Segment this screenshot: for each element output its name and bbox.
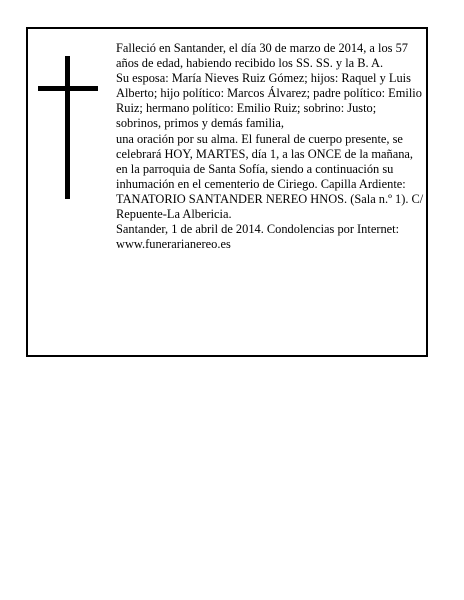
family-list: Su esposa: María Nieves Ruiz Gómez; hijos: Raquel y Luis Alberto; hijo político: Marcos Álvarez; padre político: Emilio Ruiz; hermano político: Emilio Ruiz; sobrino: Justo; sobrinos, primos y demás familia, (116, 71, 422, 131)
cross-horizontal-bar (38, 86, 98, 91)
funeral-details: una oración por su alma. El funeral de cuerpo presente, se celebrará HOY, MARTES, día 1, a las ONCE de la mañana, en la parroquia de Santa Sofía, siendo a continuación su inhumación en el cementerio de Ciriego. Capilla Ardiente: TANATORIO SANTANDER NEREO HNOS. (Sala n.º 1). C/ Repuente-La Albericia. (116, 131, 424, 222)
notice-text (116, 41, 424, 252)
date-and-condolences: Santander, 1 de abril de 2014. Condolencias por Internet: www.funerarianereo.es (116, 222, 400, 252)
latin-cross-icon (38, 56, 98, 199)
cross-vertical-bar (65, 56, 70, 199)
death-announcement: Falleció en Santander, el día 30 de marzo de 2014, a los 57 años de edad, habiendo recibido los SS. SS. y la B. A. (116, 41, 408, 71)
obituary-notice (26, 27, 428, 357)
